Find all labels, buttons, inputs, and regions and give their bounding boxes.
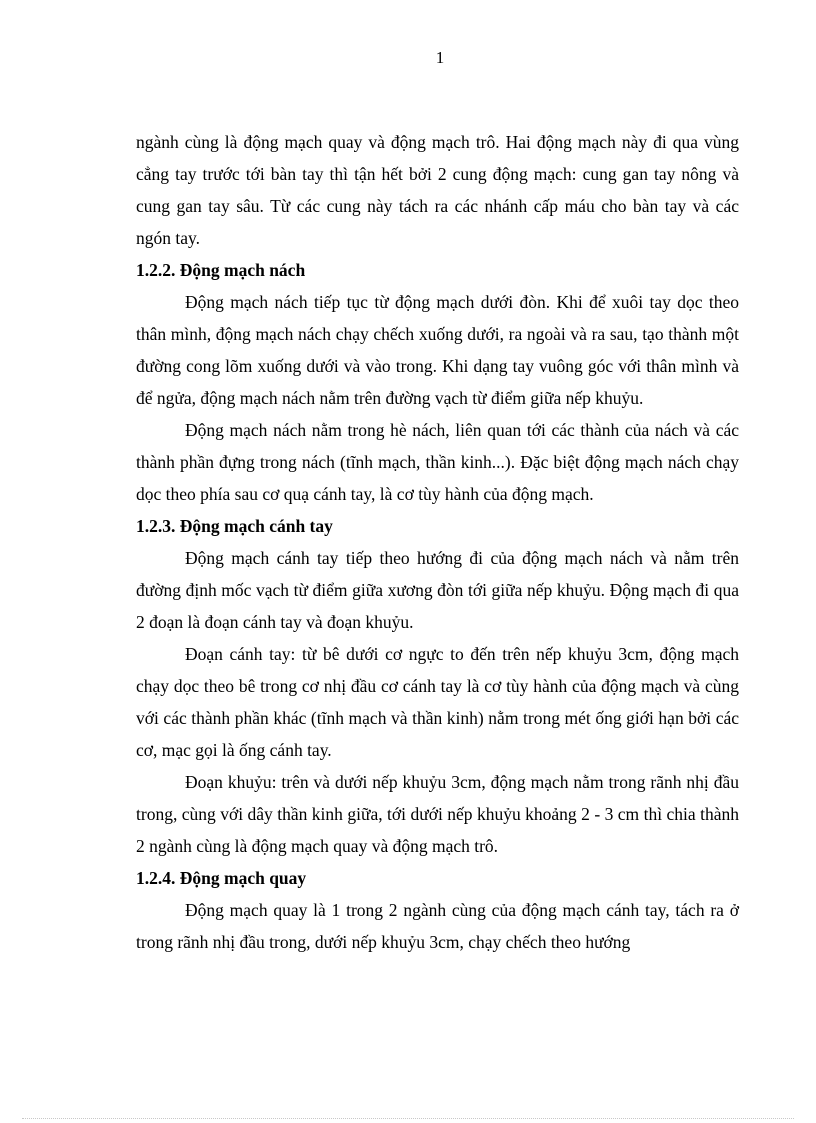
page-bottom-divider (22, 1118, 794, 1119)
paragraph: Đoạn cánh tay: từ bê dưới cơ ngực to đến trên nếp khuỷu 3cm, động mạch chạy dọc theo bê trong cơ nhị đầu cơ cánh tay là cơ tùy hành của động mạch và cùng với các thành phần khác (tĩnh mạch và thần kinh) nằm trong mét ống giới hạn bởi các cơ, mạc gọi là ống cánh tay. (136, 644, 739, 760)
paragraph: Động mạch nách nằm trong hè nách, liên quan tới các thành của nách và các thành phần đựng trong nách (tĩnh mạch, thần kinh...). Đặc biệt động mạch nách chạy dọc theo phía sau cơ quạ cánh tay, là cơ tùy hành của động mạch. (136, 420, 739, 504)
paragraph: Động mạch nách tiếp tục từ động mạch dưới đòn. Khi để xuôi tay dọc theo thân mình, động mạch nách chạy chếch xuống dưới, ra ngoài và ra sau, tạo thành một đường cong lõm xuống dưới và vào trong. Khi dạng tay vuông góc với thân mình và để ngửa, động mạch nách nằm trên đường vạch từ điểm giữa nếp khuỷu. (136, 292, 739, 408)
paragraph: Động mạch cánh tay tiếp theo hướng đi của động mạch nách và nằm trên đường định mốc vạch từ điểm giữa xương đòn tới giữa nếp khuỷu. Động mạch đi qua 2 đoạn là đoạn cánh tay và đoạn khuỷu. (136, 548, 739, 632)
section-heading: 1.2.2. Động mạch nách (136, 260, 306, 280)
paragraph: ngành cùng là động mạch quay và động mạch trô. Hai động mạch này đi qua vùng cẳng tay trước tới bàn tay thì tận hết bởi 2 cung động mạch: cung gan tay nông và cung gan tay sâu. Từ các cung này tách ra các nhánh cấp máu cho bàn tay và các ngón tay. (136, 132, 739, 248)
section-heading: 1.2.3. Động mạch cánh tay (136, 516, 333, 536)
section-heading: 1.2.4. Động mạch quay (136, 868, 307, 888)
page-number: 1 (435, 48, 445, 67)
paragraph: Đoạn khuỷu: trên và dưới nếp khuỷu 3cm, động mạch nằm trong rãnh nhị đầu trong, cùng với dây thần kinh giữa, tới dưới nếp khuỷu khoảng 2 - 3 cm thì chia thành 2 ngành cùng là động mạch quay và động mạch trô. (136, 772, 739, 856)
paragraph: Động mạch quay là 1 trong 2 ngành cùng của động mạch cánh tay, tách ra ở trong rãnh nhị đầu trong, dưới nếp khuỷu 3cm, chạy chếch theo hướng (136, 900, 739, 952)
document-body (136, 126, 739, 958)
